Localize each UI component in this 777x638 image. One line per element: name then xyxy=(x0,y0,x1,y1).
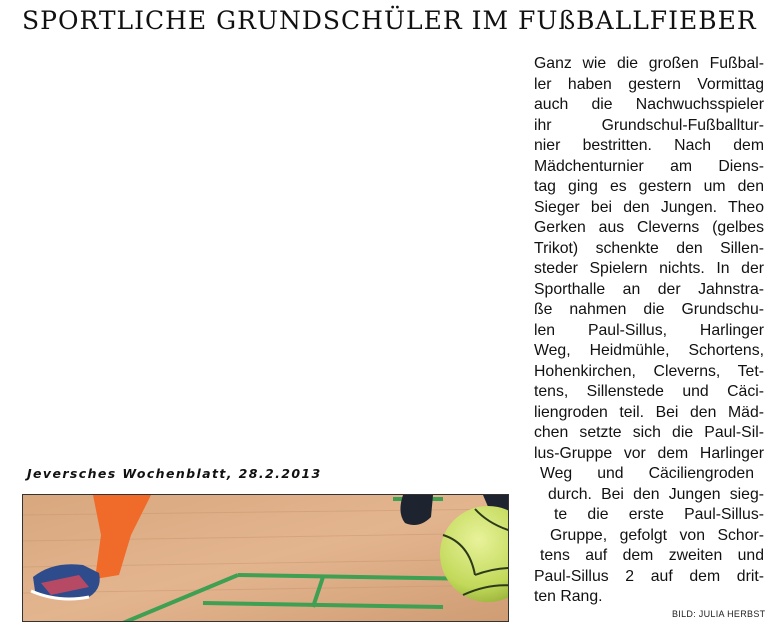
body-line: Weg, Heidmühle, Schortens, xyxy=(534,342,764,359)
body-line: Mädchenturnier am Diens- xyxy=(534,157,764,175)
body-line: len Paul-Sillus, Harlinger xyxy=(534,321,764,339)
body-line: Gruppe, gefolgt von Schor- xyxy=(550,526,764,544)
body-line: tens, Sillenstede und Cäci- xyxy=(534,383,764,400)
body-line: Paul-Sillus 2 auf dem drit- xyxy=(534,567,764,585)
body-line: Sporthalle an der Jahnstra- xyxy=(534,280,764,298)
body-line: Sieger bei den Jungen. Theo xyxy=(534,198,764,216)
body-line: steder Spielern nichts. In der xyxy=(534,260,764,277)
body-line: liengroden teil. Bei den Mäd- xyxy=(534,403,764,421)
body-line: lus-Gruppe vor dem Harlinger xyxy=(534,444,764,462)
body-line: Hohenkirchen, Cleverns, Tet- xyxy=(534,362,764,380)
body-line: Gerken aus Cleverns (gelbes xyxy=(534,219,764,236)
body-line: ten Rang. xyxy=(534,588,603,605)
body-line: durch. Bei den Jungen sieg- xyxy=(548,485,764,503)
photo-football-game xyxy=(23,495,509,622)
source-line: Jeversches Wochenblatt, 28.2.2013 xyxy=(27,466,322,481)
article-headline: SPORTLICHE GRUNDSCHÜLER IM FUßBALLFIEBER xyxy=(22,6,757,35)
body-line: Ganz wie die großen Fußbal- xyxy=(534,55,764,72)
body-line: Weg und Cäciliengroden xyxy=(540,465,754,482)
article-photo xyxy=(22,494,509,622)
body-line: tag ging es gestern um den xyxy=(534,178,764,195)
body-line: ihr Grundschul-Fußballtur- xyxy=(534,116,764,134)
body-line: tens auf dem zweiten und xyxy=(540,547,764,564)
body-line: Trikot) schenkte den Sillen- xyxy=(534,239,764,257)
body-line: auch die Nachwuchsspieler xyxy=(534,96,764,113)
body-line: te die erste Paul-Sillus- xyxy=(554,506,764,523)
body-line: chen setzte sich die Paul-Sil- xyxy=(534,424,764,441)
article-body xyxy=(534,54,764,608)
body-line: ler haben gestern Vormittag xyxy=(534,75,764,93)
body-line: nier bestritten. Nach dem xyxy=(534,137,764,154)
photo-credit: BILD: JULIA HERBST xyxy=(672,609,766,619)
body-line: ße nahmen die Grundschu- xyxy=(534,301,764,318)
